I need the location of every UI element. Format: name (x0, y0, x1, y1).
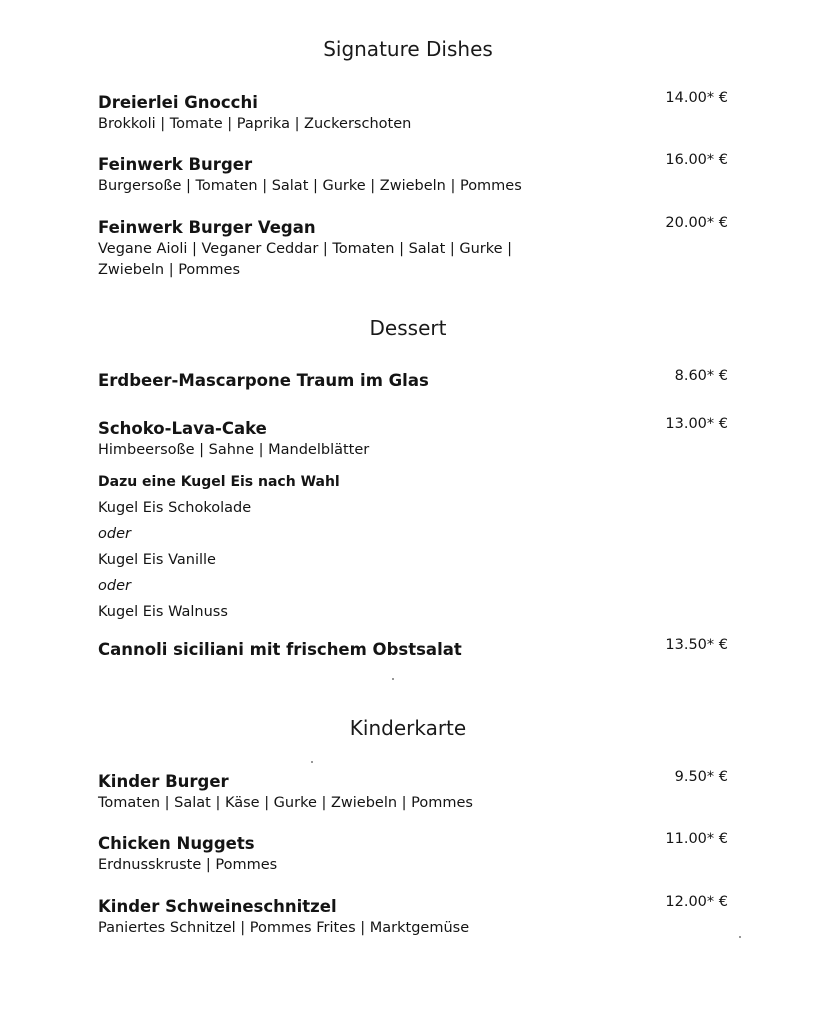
item-name: Feinwerk Burger (98, 155, 253, 174)
item-description: Vegane Aioli | Veganer Ceddar | Tomaten | Salat | Gurke | Zwiebeln | Pommes (98, 241, 513, 278)
scan-speck (392, 678, 394, 680)
item-price: 8.60* € (674, 368, 728, 384)
menu-item (98, 833, 728, 876)
item-name: Chicken Nuggets (98, 834, 255, 853)
item-price: 14.00* € (665, 90, 728, 106)
menu-item (98, 896, 728, 939)
item-price: 20.00* € (665, 215, 728, 231)
item-price: 9.50* € (674, 769, 728, 785)
item-description: Burgersoße | Tomaten | Salat | Gurke | Zwiebeln | Pommes (98, 178, 522, 194)
item-name: Cannoli siciliani mit frischem Obstsalat (98, 640, 462, 659)
item-price: 13.00* € (665, 416, 728, 432)
item-name: Schoko-Lava-Cake (98, 419, 267, 438)
ice-cream-options (98, 469, 728, 625)
menu-item (98, 639, 728, 661)
menu-item (98, 154, 728, 197)
option-separator: oder (98, 526, 131, 542)
item-name: Kinder Schweineschnitzel (98, 897, 337, 916)
item-name: Erdbeer-Mascarpone Traum im Glas (98, 371, 429, 390)
section-title-kinderkarte: Kinderkarte (349, 716, 467, 740)
item-name: Dreierlei Gnocchi (98, 93, 258, 112)
item-price: 16.00* € (665, 152, 728, 168)
item-price: 13.50* € (665, 637, 728, 653)
menu-item (98, 217, 728, 281)
section-title-signature-dishes: Signature Dishes (323, 37, 493, 61)
option-line: Kugel Eis Schokolade (98, 500, 252, 516)
option-separator: oder (98, 578, 131, 594)
scan-speck (739, 936, 741, 938)
item-description: Brokkoli | Tomate | Paprika | Zuckerschoten (98, 116, 412, 132)
item-name: Kinder Burger (98, 772, 229, 791)
item-name: Feinwerk Burger Vegan (98, 218, 316, 237)
item-description: Paniertes Schnitzel | Pommes Frites | Marktgemüse (98, 920, 470, 936)
menu-item (98, 370, 728, 392)
options-title: Dazu eine Kugel Eis nach Wahl (98, 474, 340, 490)
item-price: 12.00* € (665, 894, 728, 910)
option-line: Kugel Eis Walnuss (98, 604, 228, 620)
item-description: Tomaten | Salat | Käse | Gurke | Zwiebeln | Pommes (98, 795, 473, 811)
menu-item (98, 418, 728, 625)
scan-speck (311, 761, 313, 763)
menu-item (98, 92, 728, 135)
section-title-dessert: Dessert (369, 316, 447, 340)
option-line: Kugel Eis Vanille (98, 552, 216, 568)
menu-item (98, 771, 728, 814)
item-description: Himbeersoße | Sahne | Mandelblätter (98, 442, 370, 458)
item-price: 11.00* € (665, 831, 728, 847)
item-description: Erdnusskruste | Pommes (98, 857, 278, 873)
